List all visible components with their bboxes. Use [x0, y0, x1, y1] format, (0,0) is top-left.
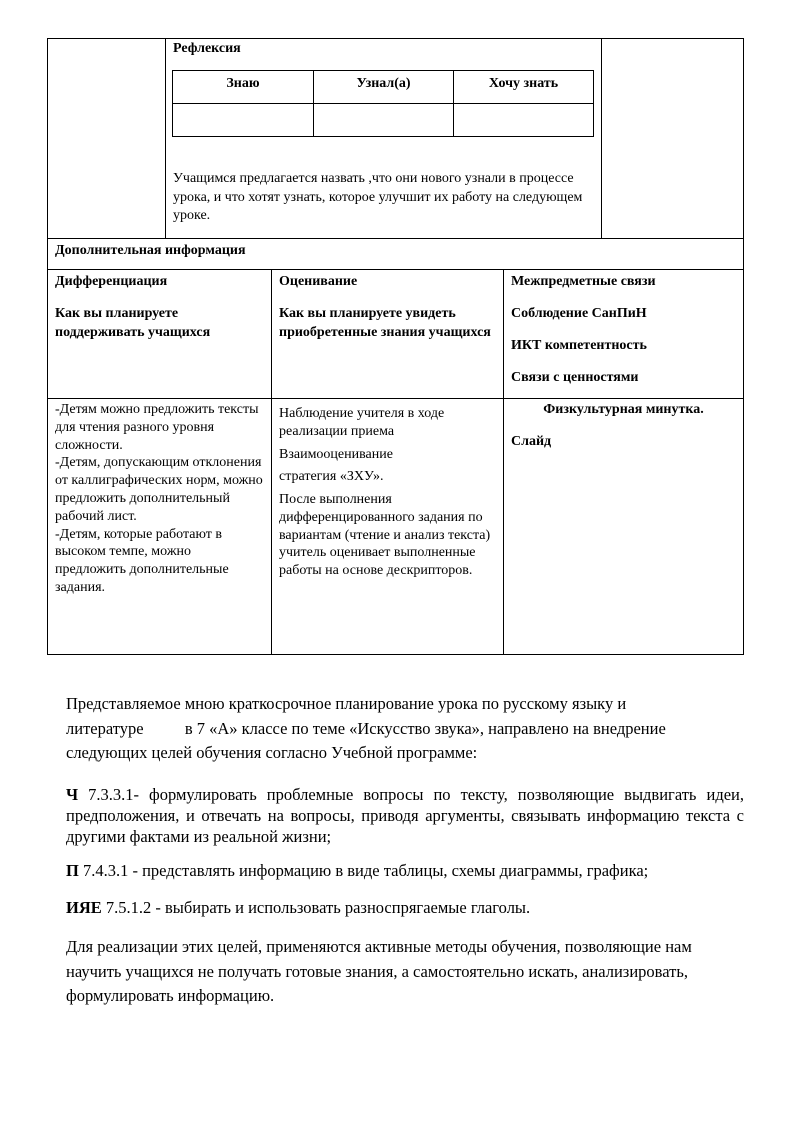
- table-border-right: [743, 38, 744, 655]
- assessment-peer-review: Взаимооценивание: [279, 447, 393, 462]
- table-border-bottom: [47, 654, 744, 655]
- table-divider-col-2: [503, 269, 504, 655]
- goal-paragraph-3: [66, 897, 744, 918]
- table-divider-content-top: [47, 398, 744, 399]
- goal-2-text: 7.4.3.1 - представлять информацию в виде таблицы, схемы диаграммы, графика;: [78, 861, 649, 880]
- goal-1-code: Ч: [66, 785, 79, 804]
- intro-text-b: в 7 «А» классе по теме «Искусство звука», направлено на внедрение следующих целей обучения согласно Учебной программе:: [66, 718, 666, 762]
- reflection-col-want: Хочу знать: [488, 76, 559, 91]
- intro-text-a: Представляемое мною краткосрочное планирование урока по русскому языку и литературе: [66, 694, 627, 738]
- additional-info-title: Дополнительная информация: [55, 243, 246, 258]
- differentiation-content: -Детям можно предложить тексты для чтения разного уровня сложности. -Детям, допускающим отклонения от каллиграфических норм, можно предложить дополнительный рабочий лист. -Детям, которые работают в высоком темпе, можно предложить дополнительные задания.: [55, 402, 263, 595]
- links-values: Связи с ценностями: [511, 370, 639, 385]
- closing-paragraph: [66, 935, 744, 1009]
- table-divider-reflection-left: [165, 38, 166, 238]
- table-divider-additional-top: [47, 238, 744, 239]
- intro-paragraph: [66, 692, 744, 766]
- assessment-descriptors: После выполнения дифференцированного задания по вариантам (чтение и анализ текста) учитель оценивает выполненные работы на основе дескрипторов.: [279, 492, 491, 579]
- table-border-top: [47, 38, 744, 39]
- goal-1-text: 7.3.3.1- формулировать проблемные вопросы по тексту, позволяющие выдвигать идеи, предположения, и отвечать на вопросы, приводя аргументы, связывать информацию текста с другими фактами из реальной жизни;: [66, 785, 744, 846]
- reflection-col-know: Знаю: [226, 76, 260, 91]
- goal-paragraph-2: [66, 860, 744, 881]
- links-interdisciplinary: Межпредметные связи: [511, 274, 656, 289]
- reflection-table-right: [593, 70, 594, 137]
- goal-2-code: П: [66, 861, 79, 880]
- links-ict: ИКТ компетентность: [511, 338, 647, 353]
- assessment-subheading: Как вы планируете увидеть приобретенные знания учащихся: [279, 306, 491, 340]
- reflection-instruction: Учащимся предлагается назвать ,что они нового узнали в процессе урока, и что хотят узнать, которое улучшит их работу на следующем уроке.: [173, 171, 583, 223]
- goal-paragraph-1: [66, 784, 744, 847]
- reflection-table-bottom: [172, 136, 594, 137]
- table-divider-col-1: [271, 269, 272, 655]
- table-divider-headers-top: [47, 269, 744, 270]
- reflection-table-mid: [172, 103, 594, 104]
- closing-text: Для реализации этих целей, применяются активные методы обучения, позволяющие нам научить учащихся не получать готовые знания, а самостоятельно искать, анализировать, формулировать информацию.: [66, 937, 692, 1005]
- goal-3-code: ИЯЕ: [66, 898, 102, 917]
- links-sanpin: Соблюдение СанПиН: [511, 306, 647, 321]
- assessment-observation: Наблюдение учителя в ходе реализации приема: [279, 406, 445, 439]
- table-divider-reflection-right: [601, 38, 602, 238]
- assessment-heading: Оценивание: [279, 274, 358, 289]
- table-border-left: [47, 38, 48, 655]
- differentiation-subheading: Как вы планируете поддерживать учащихся: [55, 306, 211, 340]
- differentiation-heading: Дифференциация: [55, 274, 168, 289]
- links-slide: Слайд: [511, 434, 552, 449]
- reflection-title: Рефлексия: [173, 41, 241, 56]
- goal-3-text: 7.5.1.2 - выбирать и использовать разноспрягаемые глаголы.: [101, 898, 531, 917]
- reflection-col-learned: Узнал(а): [356, 76, 411, 91]
- assessment-strategy: стратегия «ЗХУ».: [279, 469, 384, 484]
- links-physical-minute: Физкультурная минутка.: [543, 402, 704, 417]
- reflection-table-top: [172, 70, 594, 71]
